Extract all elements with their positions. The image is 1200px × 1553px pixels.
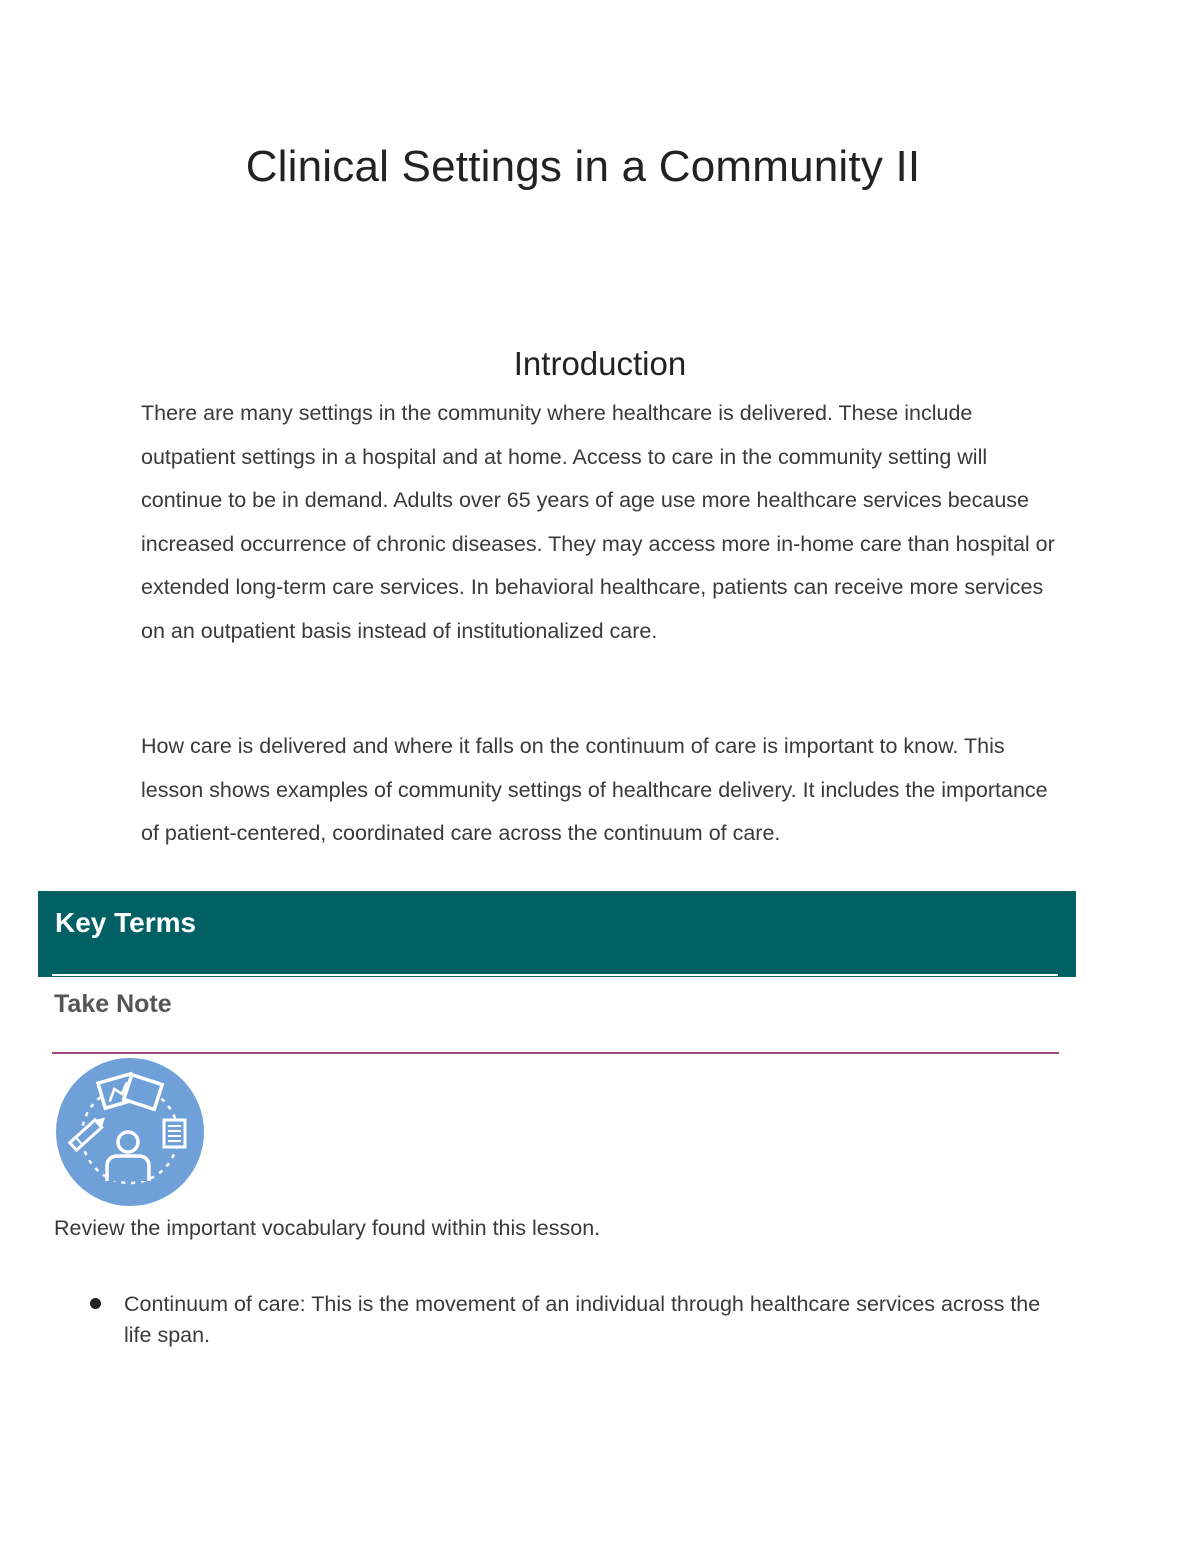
take-note-label: Take Note xyxy=(54,990,172,1018)
key-terms-list xyxy=(88,1289,1048,1351)
intro-paragraph: How care is delivered and where it falls on the continuum of care is important to know. This lesson shows examples of community settings of healthcare delivery. It includes the importance of patient-centered, coordinated care across the continuum of care. xyxy=(141,734,1048,845)
review-instructions: Review the important vocabulary found within this lesson. xyxy=(54,1216,601,1240)
intro-paragraph: There are many settings in the community where healthcare is delivered. These include outpatient settings in a hospital and at home. Access to care in the community setting will continue to be in demand. Adults over 65 years of age use more healthcare services because increased occurrence of chronic diseases. They may access more in-home care than hospital or extended long-term care services. In behavioral healthcare, patients can receive more services on an outpatient basis instead of institutionalized care. xyxy=(141,401,1055,643)
key-terms-heading: Key Terms xyxy=(55,907,197,938)
bullet-icon xyxy=(90,1298,101,1309)
study-notes-icon xyxy=(55,1057,205,1207)
list-item xyxy=(88,1289,1048,1351)
term-definition: Continuum of care: This is the movement of an individual through healthcare services across the life span. xyxy=(124,1292,1041,1347)
take-note-divider xyxy=(52,1052,1059,1054)
key-terms-banner xyxy=(38,891,1076,977)
banner-underline xyxy=(52,974,1058,976)
page-title: Clinical Settings in a Community II xyxy=(245,142,921,191)
introduction-heading: Introduction xyxy=(513,345,687,382)
